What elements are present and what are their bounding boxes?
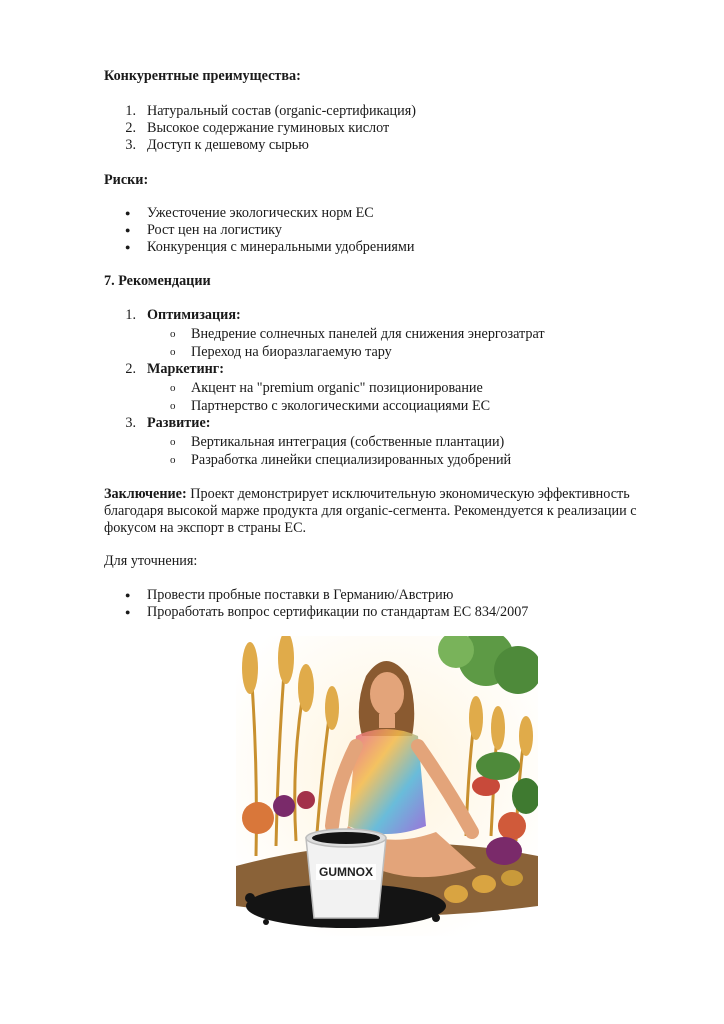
list-item: Рост цен на логистику bbox=[147, 222, 282, 238]
list-number: 2. bbox=[125, 120, 136, 136]
circle-bullet-icon: o bbox=[170, 346, 176, 358]
group-title: Маркетинг: bbox=[147, 361, 224, 377]
conclusion-line-3: фокусом на экспорт в страны ЕС. bbox=[104, 520, 307, 536]
list-item: Конкуренция с минеральными удобрениями bbox=[147, 239, 415, 255]
advantages-heading: Конкурентные преимущества: bbox=[104, 68, 301, 84]
list-number: 3. bbox=[125, 415, 136, 431]
list-item: Акцент на "premium organic" позиционирование bbox=[191, 380, 483, 396]
list-item: Партнерство с экологическими ассоциациями ЕС bbox=[191, 398, 491, 414]
bucket bbox=[306, 829, 386, 918]
circle-bullet-icon: o bbox=[170, 436, 176, 448]
circle-bullet-icon: o bbox=[170, 328, 176, 340]
list-item: Провести пробные поставки в Германию/Австрию bbox=[147, 587, 454, 603]
list-number: 2. bbox=[125, 361, 136, 377]
list-item: Натуральный состав (organic-сертификация) bbox=[147, 103, 416, 119]
list-item: Переход на биоразлагаемую тару bbox=[191, 344, 392, 360]
conclusion-line-1 bbox=[104, 486, 630, 503]
conclusion-text: Проект демонстрирует исключительную экономическую эффективность bbox=[186, 486, 630, 502]
risks-heading: Риски: bbox=[104, 172, 149, 188]
bullet-icon: ● bbox=[125, 242, 131, 252]
list-number: 1. bbox=[125, 307, 136, 323]
list-item: Вертикальная интеграция (собственные плантации) bbox=[191, 434, 505, 450]
bullet-icon: ● bbox=[125, 208, 131, 218]
circle-bullet-icon: o bbox=[170, 382, 176, 394]
list-item: Высокое содержание гуминовых кислот bbox=[147, 120, 390, 136]
bullet-icon: ● bbox=[125, 225, 131, 235]
conclusion-line-2: благодаря высокой марже продукта для organic-сегмента. Рекомендуется к реализации с bbox=[104, 503, 637, 519]
circle-bullet-icon: o bbox=[170, 454, 176, 466]
clarification-heading: Для уточнения: bbox=[104, 553, 198, 569]
product-illustration bbox=[236, 636, 538, 936]
list-item: Проработать вопрос сертификации по стандартам ЕС 834/2007 bbox=[147, 604, 529, 620]
circle-bullet-icon: o bbox=[170, 400, 176, 412]
list-number: 3. bbox=[125, 137, 136, 153]
list-item: Доступ к дешевому сырью bbox=[147, 137, 309, 153]
conclusion-label: Заключение: bbox=[104, 486, 187, 502]
bullet-icon: ● bbox=[125, 607, 131, 617]
bullet-icon: ● bbox=[125, 590, 131, 600]
bucket-label: GUMNOX bbox=[319, 865, 373, 879]
list-number: 1. bbox=[125, 103, 136, 119]
list-item: Ужесточение экологических норм ЕС bbox=[147, 205, 374, 221]
group-title: Оптимизация: bbox=[147, 307, 241, 323]
recommendations-heading: 7. Рекомендации bbox=[104, 273, 211, 289]
list-item: Разработка линейки специализированных удобрений bbox=[191, 452, 512, 468]
list-item: Внедрение солнечных панелей для снижения энергозатрат bbox=[191, 326, 545, 342]
group-title: Развитие: bbox=[147, 415, 211, 431]
